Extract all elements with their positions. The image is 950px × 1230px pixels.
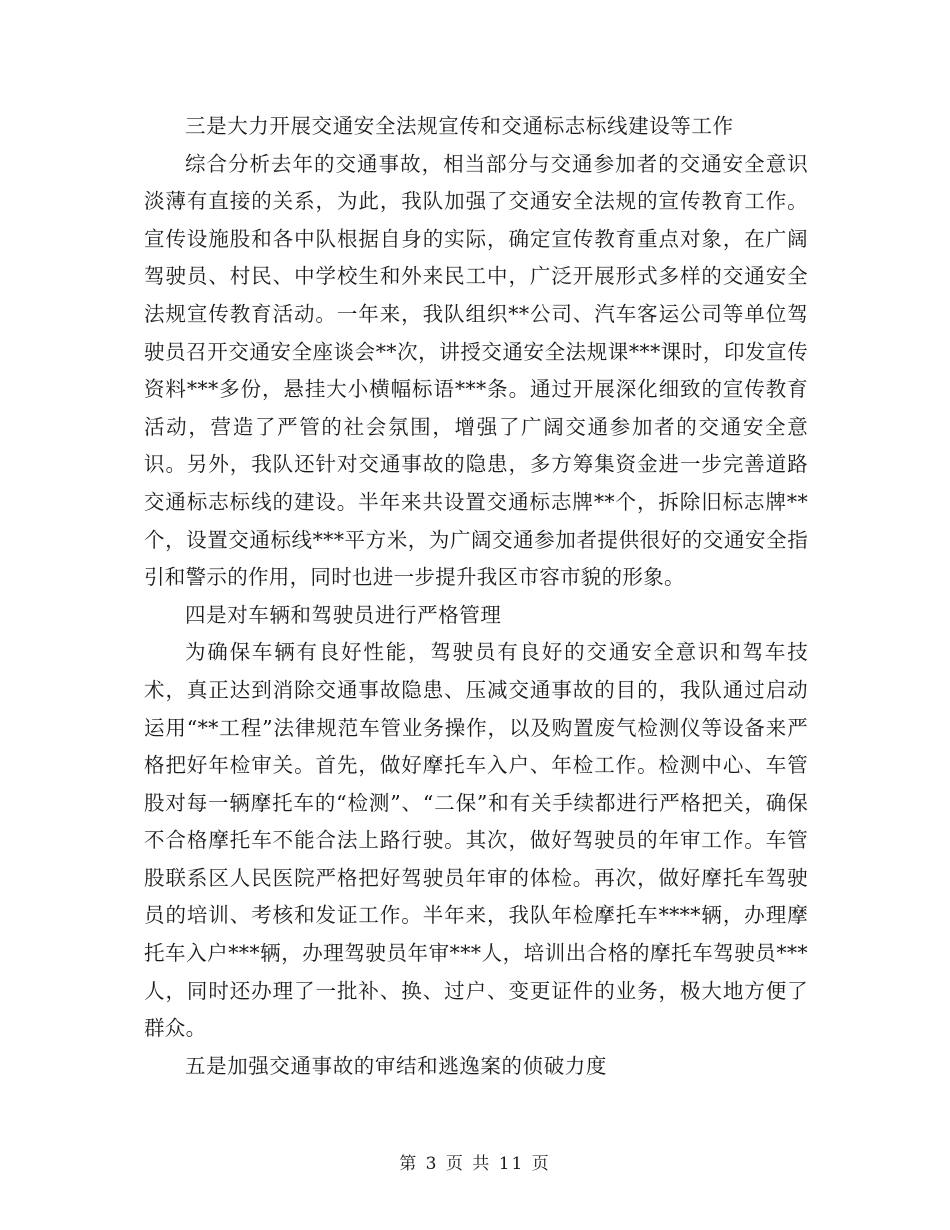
page-number-footer: 第 3 页 共 11 页: [399, 1154, 551, 1174]
section-paragraph: 综合分析去年的交通事故，相当部分与交通参加者的交通安全意识淡薄有直接的关系，为此，我队加强了交通安全法规的宣传教育工作。宣传设施股和各中队根据自身的实际，确定宣传教育重点对象，在广阔驾驶员、村民、中学校生和外来民工中，广泛开展形式多样的交通安全法规宣传教育活动。一年来，我队组织**公司、汽车客运公司等单位驾驶员召开交通安全座谈会**次，讲授交通安全法规课***课时，印发宣传资料***多份，悬挂大小横幅标语***条。通过开展深化细致的宣传教育活动，营造了严管的社会氛围，增强了广阔交通参加者的交通安全意识。另外，我队还针对交通事故的隐患，多方筹集资金进一步完善道路交通标志标线的建设。半年来共设置交通标志牌**个，拆除旧标志牌**个，设置交通标线***平方米，为广阔交通参加者提供很好的交通安全指引和警示的作用，同时也进一步提升我区市容市貌的形象。: [144, 151, 808, 590]
section-paragraph: 为确保车辆有良好性能，驾驶员有良好的交通安全意识和驾车技术，真正达到消除交通事故隐患、压减交通事故的目的，我队通过启动运用“**工程”法律规范车管业务操作，以及购置废气检测仪等设备来严格把好年检审关。首先，做好摩托车入户、年检工作。检测中心、车管股对每一辆摩托车的“检测”、“二保”和有关手续都进行严格把关，确保不合格摩托车不能合法上路行驶。其次，做好驾驶员的年审工作。车管股联系区人民医院严格把好驾驶员年审的体检。再次，做好摩托车驾驶员的培训、考核和发证工作。半年来，我队年检摩托车****辆，办理摩托车入户***辆，办理驾驶员年审***人，培训出合格的摩托车驾驶员***人，同时还办理了一批补、换、过户、变更证件的业务，极大地方便了群众。: [144, 640, 808, 1041]
section-heading: 三是大力开展交通安全法规宣传和交通标志标线建设等工作: [185, 114, 734, 138]
section-heading: 五是加强交通事故的审结和逃逸案的侦破力度: [185, 1053, 607, 1078]
document-body: [144, 108, 808, 1085]
section-heading: 四是对车辆和驾驶员进行严格管理: [185, 602, 502, 627]
